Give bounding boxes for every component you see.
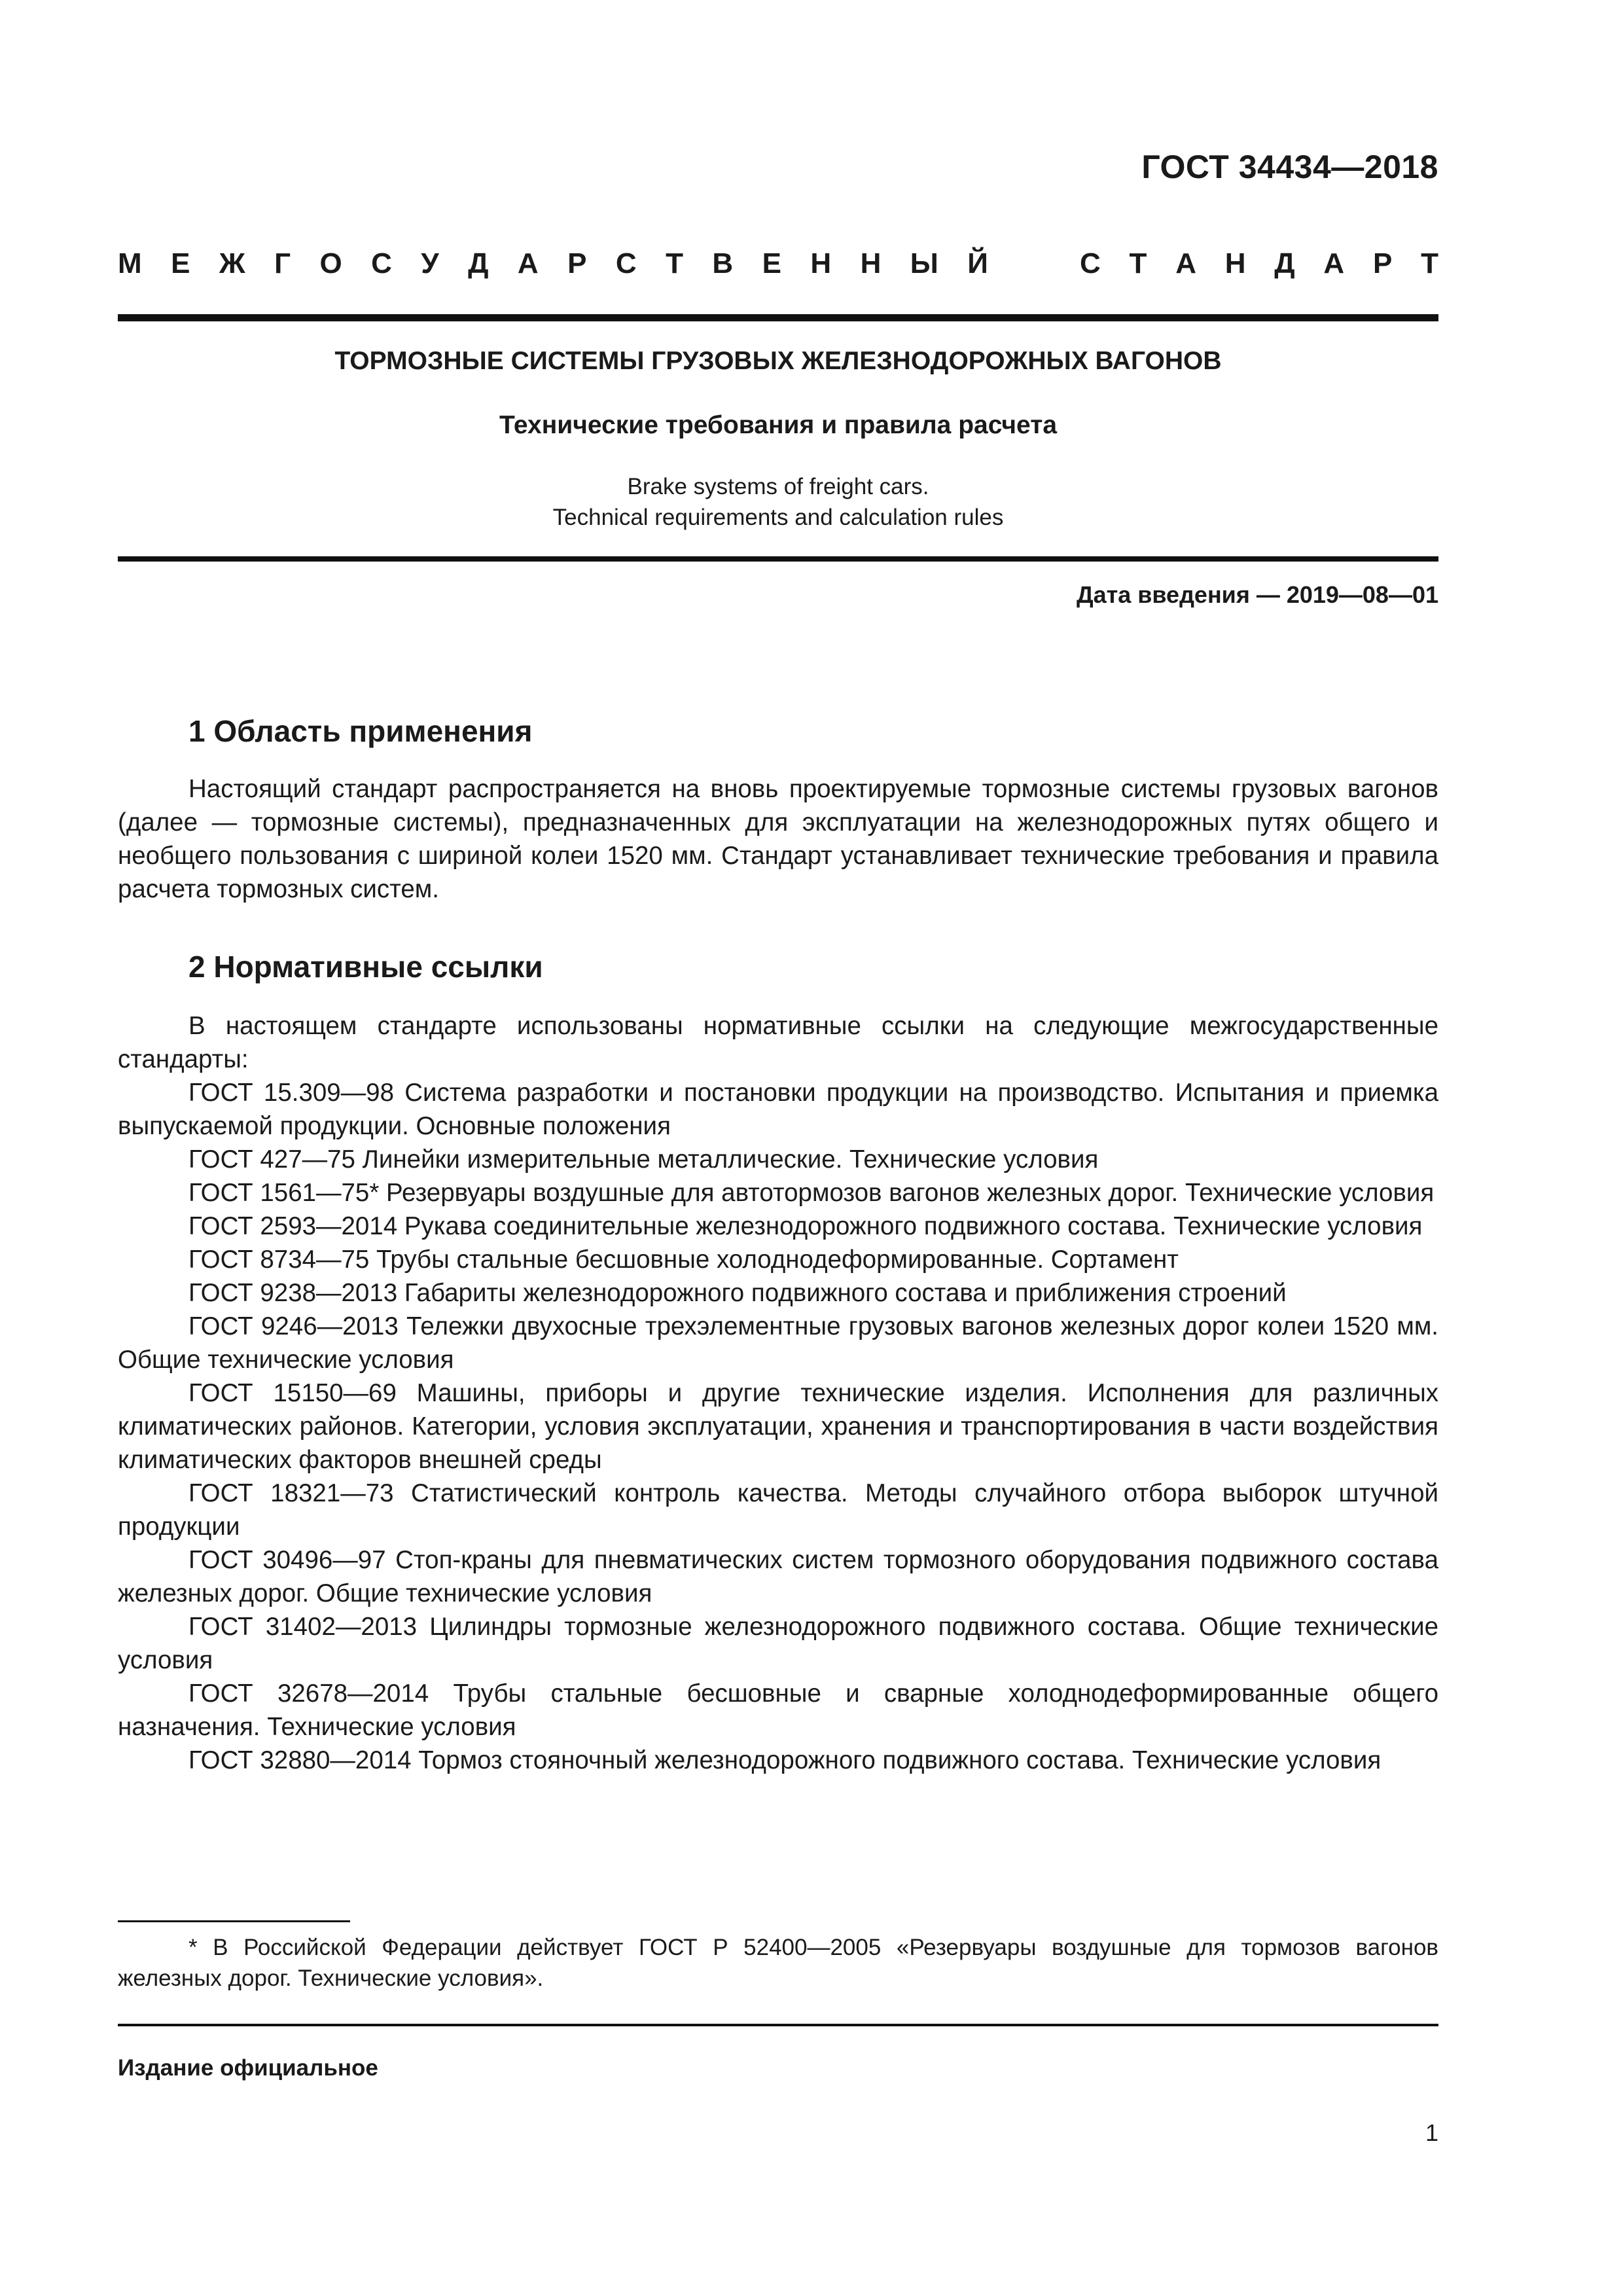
header-letter: Д [1274,247,1295,279]
header-letter: А [1323,247,1345,279]
reference-item: ГОСТ 31402—2013 Цилиндры тормозные железнодорожного подвижного состава. Общие технические условия [118,1613,1438,1674]
references-intro: В настоящем стандарте использованы нормативные ссылки на следующие межгосударственные стандарты: [118,1012,1438,1073]
header-letter: Т [666,247,683,279]
title-rule [118,556,1438,562]
header-letter: М [118,247,142,279]
title-english-line2: Technical requirements and calculation rules [552,505,1004,530]
header-letter: С [1080,247,1101,279]
header-letter: О [319,247,342,279]
reference-item: ГОСТ 15.309—98 Система разработки и постановки продукции на производство. Испытания и приемка выпускаемой продукции. Основные положения [118,1079,1438,1140]
header-letter: У [421,247,439,279]
reference-item: ГОСТ 30496—97 Стоп-краны для пневматических систем тормозного оборудования подвижного состава железных дорог. Общие технические условия [118,1546,1438,1607]
document-number: ГОСТ 34434—2018 [1141,149,1438,185]
introduction-date: Дата введения — 2019—08—01 [1076,581,1438,608]
header-letter: В [712,247,734,279]
reference-item: ГОСТ 2593—2014 Рукава соединительные железнодорожного подвижного состава. Технические условия [188,1212,1423,1240]
header-letter: Н [1224,247,1246,279]
header-letter: Г [274,247,291,279]
header-letter: С [615,247,637,279]
standard-kind [118,247,1438,280]
section-2-heading: 2 Нормативные ссылки [188,950,543,984]
header-letter: С [371,247,392,279]
reference-item: ГОСТ 1561—75* Резервуары воздушные для автотормозов вагонов железных дорог. Технические условия [188,1179,1435,1207]
standard-kind-word2 [1080,247,1438,280]
reference-item: ГОСТ 15150—69 Машины, приборы и другие технические изделия. Исполнения для различных климатических районов. Категории, условия эксплуатации, хранения и транспортирования в части воздействия климатических факторов внешней среды [118,1379,1438,1474]
header-letter: Е [762,247,781,279]
header-letter: Р [567,247,587,279]
header-letter: Н [860,247,882,279]
header-letter: Й [967,247,988,279]
header-letter: Ж [219,247,245,279]
header-letter: Т [1129,247,1147,279]
header-letter: Ы [910,247,938,279]
reference-item: ГОСТ 9246—2013 Тележки двухосные трехэлементные грузовых вагонов железных дорог колеи 1520 мм. Общие технические условия [118,1312,1438,1374]
reference-item: ГОСТ 427—75 Линейки измерительные металлические. Технические условия [188,1145,1099,1174]
title-english-line1: Brake systems of freight cars. [627,474,929,499]
header-letter: А [517,247,539,279]
edition-label: Издание официальное [118,2055,378,2081]
page-number: 1 [1425,2119,1438,2146]
header-letter: Д [468,247,489,279]
header-letter: А [1175,247,1196,279]
header-letter: Р [1372,247,1393,279]
header-letter: Т [1421,247,1438,279]
header-letter: Е [171,247,190,279]
footnote: * В Российской Федерации действует ГОСТ Р 52400—2005 «Резервуары воздушные для тормозов вагонов железных дорог. Технические условия». [118,1935,1438,1991]
reference-item: ГОСТ 32880—2014 Тормоз стояночный железнодорожного подвижного состава. Технические условия [188,1746,1382,1774]
header-letter: Н [810,247,832,279]
footnote-rule [118,1920,350,1922]
references-list [118,1009,1438,1777]
standard-kind-word1 [118,247,988,280]
reference-item: ГОСТ 32678—2014 Трубы стальные бесшовные и сварные холоднодеформированные общего назначения. Технические условия [118,1679,1438,1741]
top-rule [118,314,1438,321]
bottom-rule [118,2024,1438,2026]
reference-item: ГОСТ 9238—2013 Габариты железнодорожного подвижного состава и приближения строений [188,1279,1287,1307]
section-1-heading: 1 Область применения [188,714,533,748]
section-1-text: Настоящий стандарт распространяется на вновь проектируемые тормозные системы грузовых вагонов (далее — тормозные системы), предназначенных для эксплуатации на железнодорожных путях общего и необщего пользования с шириной колеи 1520 мм. Стандарт устанавливает технические требования и правила расчета тормозных систем. [118,775,1438,903]
reference-item: ГОСТ 18321—73 Статистический контроль качества. Методы случайного отбора выборок штучной продукции [118,1479,1438,1541]
title-subtitle: Технические требования и правила расчета [499,411,1058,439]
title-main: ТОРМОЗНЫЕ СИСТЕМЫ ГРУЗОВЫХ ЖЕЛЕЗНОДОРОЖНЫХ ВАГОНОВ [334,347,1222,375]
reference-item: ГОСТ 8734—75 Трубы стальные бесшовные холоднодеформированные. Сортамент [188,1246,1179,1274]
